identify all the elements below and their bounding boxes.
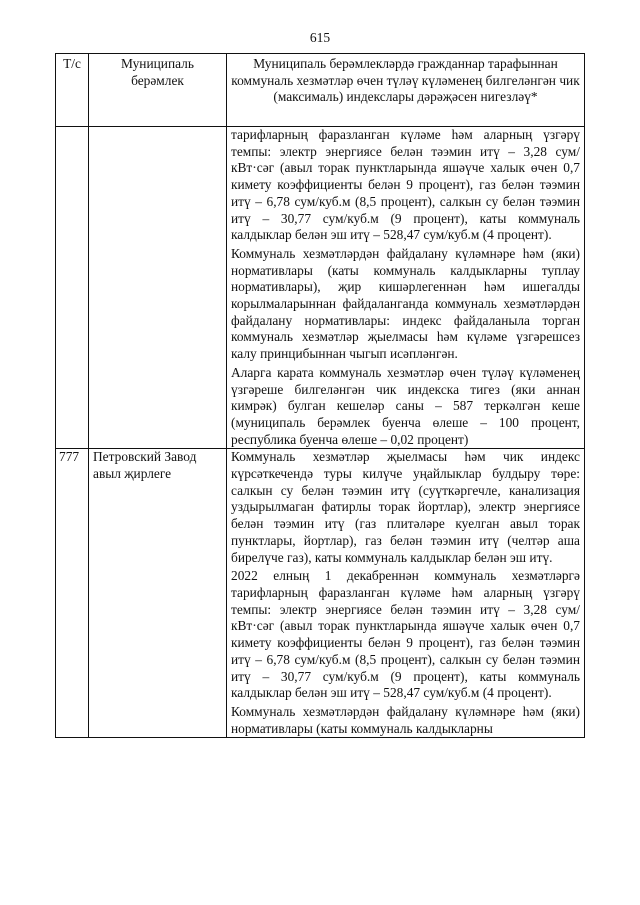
header-municipality: Муниципаль берәмлек (89, 54, 227, 127)
paragraph: Коммуналь хезмәтләрдән файдалану күләмнәре һәм (яки) нормативлары (каты коммуналь калдыкларны (231, 703, 580, 736)
justification-cell (227, 449, 585, 738)
table-header-row (56, 54, 585, 127)
paragraph: тарифларның фаразланган күләме һәм аларның үзгәрү темпы: электр энергиясе белән тәэмин итү – 3,28 сум/кВт·сәг (авыл торак пунктларында яшәүче халык өчен 0,7 кимету коэффициенты белән 9 процент), газ белән тәэмин итү – 6,78 сум/куб.м (8,5 процент), салкын су белән тәэмин итү – 30,77 сум/куб.м (9 процент), каты коммуналь калдыклар белән эш итү – 528,47 сум/куб.м (4 процент). (231, 127, 580, 243)
table-row (56, 127, 585, 449)
page-number: 615 (309, 30, 331, 45)
paragraph: Аларга карата коммуналь хезмәтләр өчен түләү күләменең үзгәреше билгеләнгән чик индекска тигез (яки аннан кимрәк) булган кешеләр саны – 587 теркәлгән кеше (муниципаль берәмлек буенча өлеше – 100 процент, республика буенча өлеше – 0,02 процент) (231, 364, 580, 447)
municipality-name (89, 127, 227, 449)
row-number: 777 (56, 449, 89, 738)
budget-index-table (55, 53, 585, 738)
row-number (56, 127, 89, 449)
table-row (56, 449, 585, 738)
municipality-name: Петровский Завод авыл җирлеге (89, 449, 227, 738)
paragraph: Коммуналь хезмәтләр җыелмасы һәм чик индекс күрсәткечендә туры килүче уңайлыклар булдыру төре: салкын су белән тәэмин итү (суүткәргечле, канализация уздырылмаган фатирлы торак йортлар), электр энергиясе белән тәэмин итү (газ плитәләре куелган авыл торак пунктлары, йортлар), газ белән тәэмин итү (челтәр аша бирелүче газ), каты коммуналь калдыклар белән эш итү. (231, 449, 580, 565)
header-justification: Муниципаль берәмлекләрдә гражданнар тарафыннан коммуналь хезмәтләр өчен түләү күләменең билгеләнгән чик (максималь) индекслары дәрәҗәсен нигезләү* (227, 54, 585, 127)
justification-cell (227, 127, 585, 449)
paragraph: 2022 елның 1 декабреннән коммуналь хезмәтләргә тарифларның фаразланган күләме һәм аларның үзгәрү темпы: электр энергиясе белән тәэмин итү – 3,28 сум/кВт·сәг (авыл торак пунктларында яшәүче халык өчен 0,7 кимету коэффициенты белән 9 процент), газ белән тәэмин итү – 6,78 сум/куб.м (8,5 процент), салкын су белән тәэмин итү – 30,77 сум/куб.м (9 процент), каты коммуналь калдыклар белән эш итү – 528,47 сум/куб.м (4 процент). (231, 568, 580, 701)
header-number: Т/с (56, 54, 89, 127)
paragraph: Коммуналь хезмәтләрдән файдалану күләмнәре һәм (яки) нормативлары (каты коммуналь калдыкларны туплау нормативлары), җир кишәрлегеннән һәм ишегалды корылмаларыннан файдаланганда коммуналь хезмәтләрдән файдалану нормативлары: индекс файдаланыла торган коммуналь хезмәтләр җыелмасы һәм күләме үзгәрешсез калу принцибыннан чыгып исәпләнгән. (231, 245, 580, 362)
